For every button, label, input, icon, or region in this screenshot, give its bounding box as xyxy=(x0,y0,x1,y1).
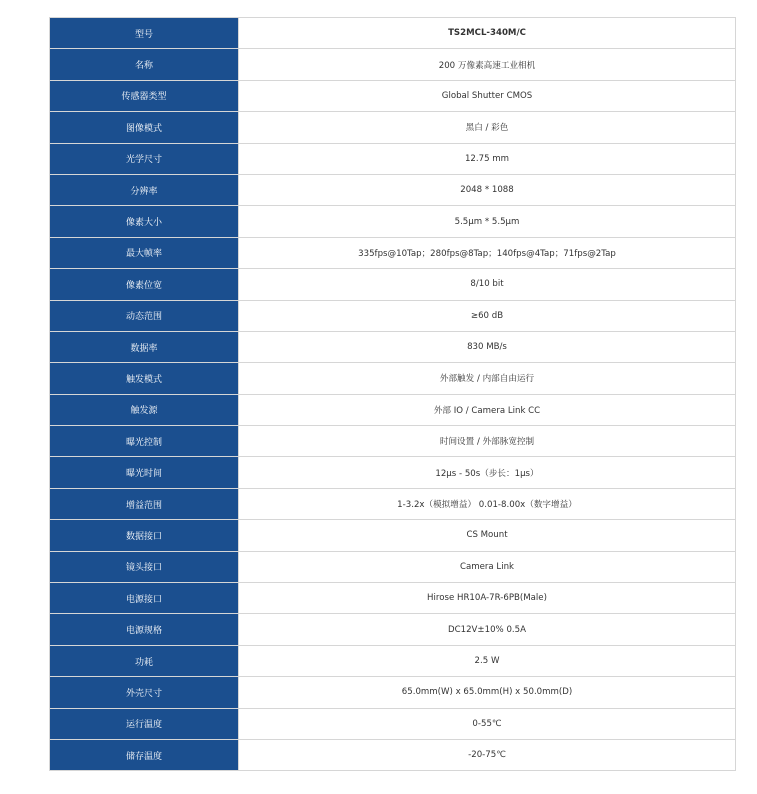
spec-value: ≥60 dB xyxy=(239,300,736,331)
spec-row xyxy=(50,206,736,237)
spec-label: 分辨率 xyxy=(50,174,239,205)
spec-row xyxy=(50,143,736,174)
spec-label: 像素位宽 xyxy=(50,269,239,300)
spec-label: 型号 xyxy=(50,18,239,49)
spec-value: 65.0mm(W) x 65.0mm(H) x 50.0mm(D) xyxy=(239,677,736,708)
spec-row xyxy=(50,49,736,80)
spec-label: 光学尺寸 xyxy=(50,143,239,174)
spec-label: 触发源 xyxy=(50,394,239,425)
spec-row xyxy=(50,394,736,425)
spec-row xyxy=(50,583,736,614)
spec-value: TS2MCL-340M/C xyxy=(239,18,736,49)
spec-label: 动态范围 xyxy=(50,300,239,331)
spec-table xyxy=(49,17,736,771)
spec-value: 1-3.2x（模拟增益） 0.01-8.00x（数字增益） xyxy=(239,488,736,519)
spec-value: 335fps@10Tap；280fps@8Tap；140fps@4Tap；71fps@2Tap xyxy=(239,237,736,268)
spec-value: 2048 * 1088 xyxy=(239,174,736,205)
spec-row xyxy=(50,551,736,582)
spec-row xyxy=(50,739,736,770)
spec-label: 运行温度 xyxy=(50,708,239,739)
spec-label: 像素大小 xyxy=(50,206,239,237)
spec-label: 数据接口 xyxy=(50,520,239,551)
spec-label: 名称 xyxy=(50,49,239,80)
spec-value: 200 万像素高速工业相机 xyxy=(239,49,736,80)
spec-label: 功耗 xyxy=(50,645,239,676)
spec-row xyxy=(50,426,736,457)
spec-table-body xyxy=(50,18,736,771)
spec-value: 外部触发 / 内部自由运行 xyxy=(239,363,736,394)
spec-label: 电源接口 xyxy=(50,583,239,614)
spec-row xyxy=(50,112,736,143)
spec-value: 8/10 bit xyxy=(239,269,736,300)
spec-row xyxy=(50,614,736,645)
spec-value: 黑白 / 彩色 xyxy=(239,112,736,143)
spec-label: 数据率 xyxy=(50,331,239,362)
spec-row xyxy=(50,677,736,708)
spec-label: 增益范围 xyxy=(50,488,239,519)
spec-value: 0-55℃ xyxy=(239,708,736,739)
spec-label: 图像模式 xyxy=(50,112,239,143)
spec-label: 曝光时间 xyxy=(50,457,239,488)
spec-row xyxy=(50,520,736,551)
spec-row xyxy=(50,708,736,739)
spec-label: 外壳尺寸 xyxy=(50,677,239,708)
spec-row xyxy=(50,300,736,331)
spec-value: 12μs - 50s（步长：1μs） xyxy=(239,457,736,488)
spec-value: Hirose HR10A-7R-6PB(Male) xyxy=(239,583,736,614)
spec-row xyxy=(50,645,736,676)
spec-label: 触发模式 xyxy=(50,363,239,394)
spec-value: 12.75 mm xyxy=(239,143,736,174)
spec-value: 时间设置 / 外部脉宽控制 xyxy=(239,426,736,457)
spec-value: CS Mount xyxy=(239,520,736,551)
spec-label: 最大帧率 xyxy=(50,237,239,268)
spec-row xyxy=(50,80,736,111)
spec-label: 曝光控制 xyxy=(50,426,239,457)
spec-label: 镜头接口 xyxy=(50,551,239,582)
spec-value: 外部 IO / Camera Link CC xyxy=(239,394,736,425)
spec-label: 储存温度 xyxy=(50,739,239,770)
spec-value: 5.5μm * 5.5μm xyxy=(239,206,736,237)
spec-row xyxy=(50,174,736,205)
spec-value: -20-75℃ xyxy=(239,739,736,770)
spec-value: DC12V±10% 0.5A xyxy=(239,614,736,645)
spec-value: 2.5 W xyxy=(239,645,736,676)
spec-row xyxy=(50,331,736,362)
spec-value: Camera Link xyxy=(239,551,736,582)
spec-row xyxy=(50,237,736,268)
spec-value: Global Shutter CMOS xyxy=(239,80,736,111)
spec-row xyxy=(50,363,736,394)
spec-label: 传感器类型 xyxy=(50,80,239,111)
spec-row xyxy=(50,269,736,300)
spec-row xyxy=(50,488,736,519)
spec-row xyxy=(50,457,736,488)
spec-value: 830 MB/s xyxy=(239,331,736,362)
spec-row xyxy=(50,18,736,49)
spec-label: 电源规格 xyxy=(50,614,239,645)
